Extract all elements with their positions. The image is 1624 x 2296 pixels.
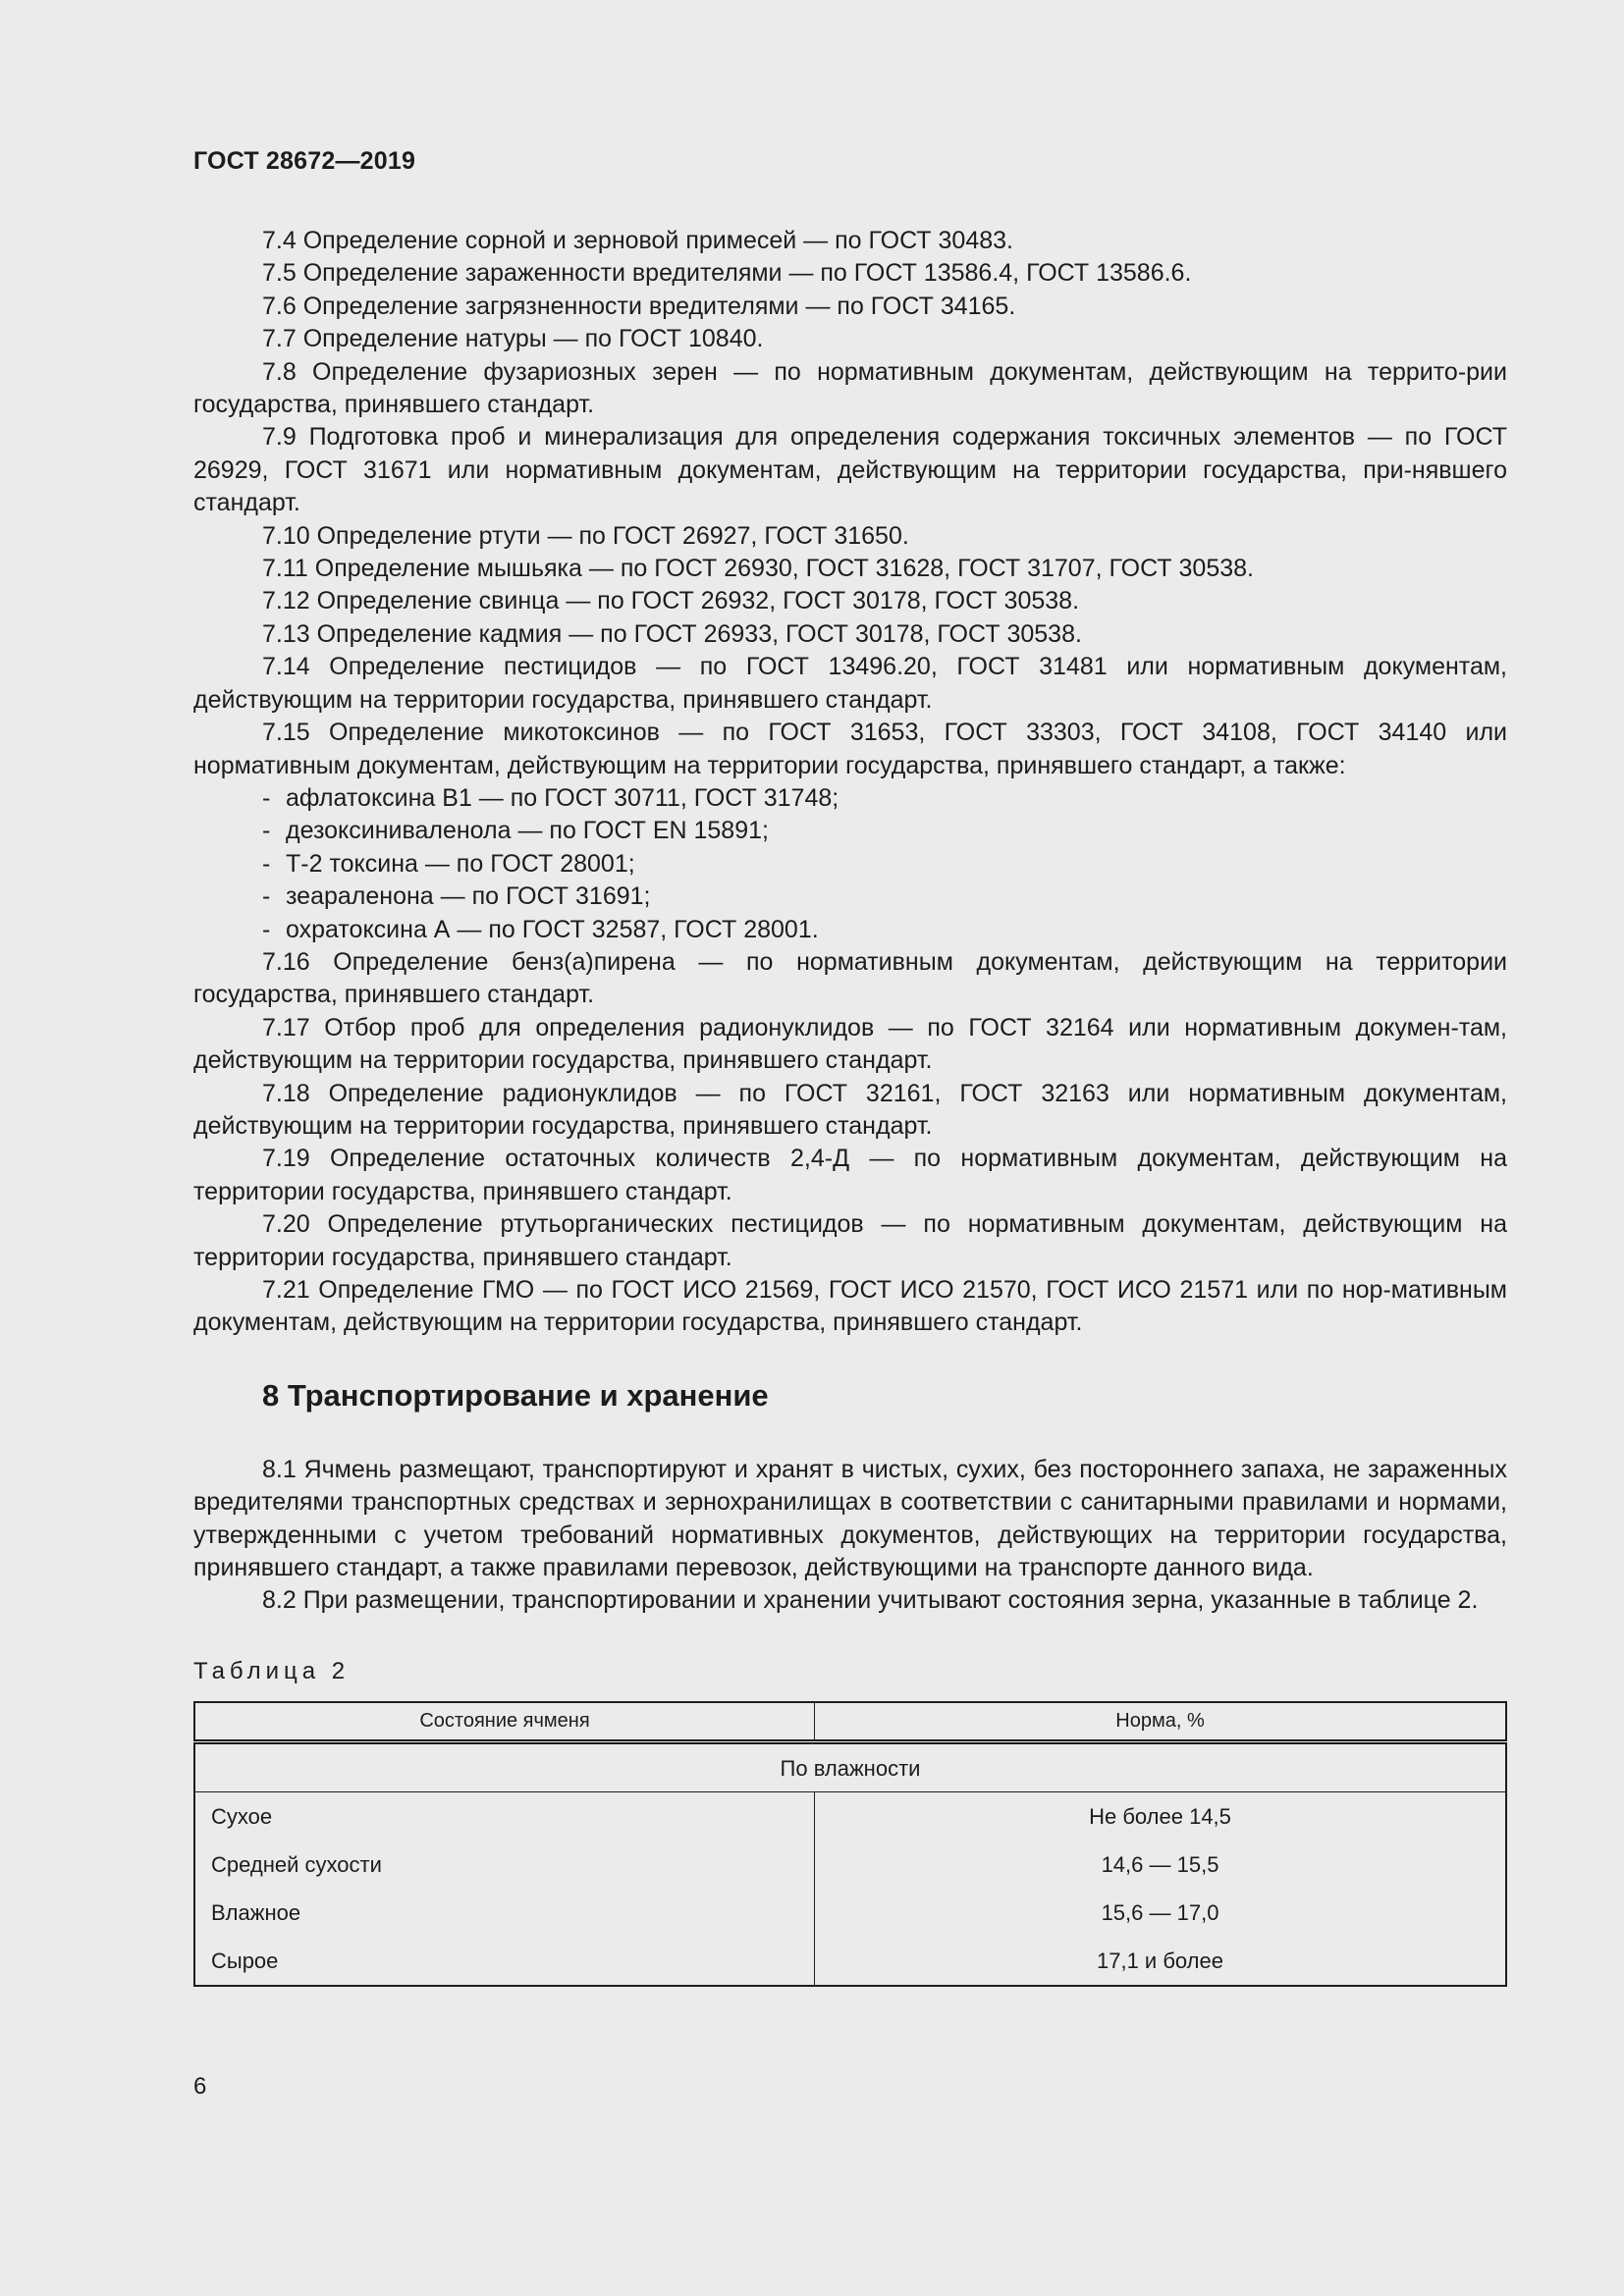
list-marker: - bbox=[262, 882, 271, 911]
paragraph-7-15: 7.15 Определение микотоксинов — по ГОСТ 31653, ГОСТ 33303, ГОСТ 34108, ГОСТ 34140 или нормативным документам, действующим на территории государства, принявшего стандарт, а также: bbox=[193, 719, 1507, 779]
table-row bbox=[194, 1792, 1506, 1842]
list-item bbox=[193, 815, 1507, 847]
paragraph-7-17: 7.17 Отбор проб для определения радионуклидов — по ГОСТ 32164 или нормативным докумен-там, действующим на территории государства, принявшего стандарт. bbox=[193, 1013, 1507, 1075]
document-body bbox=[193, 225, 1507, 1987]
list-item-text: афлатоксина В1 — по ГОСТ 30711, ГОСТ 31748; bbox=[286, 783, 839, 812]
cell-state: Сухое bbox=[194, 1792, 815, 1842]
paragraph-7-11: 7.11 Определение мышьяка — по ГОСТ 26930, ГОСТ 31628, ГОСТ 31707, ГОСТ 30538. bbox=[262, 555, 1254, 583]
cell-norm: 17,1 и более bbox=[815, 1937, 1507, 1986]
paragraph-7-18: 7.18 Определение радионуклидов — по ГОСТ 32161, ГОСТ 32163 или нормативным документам, действующим на территории государства, принявшего стандарт. bbox=[193, 1079, 1507, 1140]
list-marker: - bbox=[262, 817, 271, 845]
table-group-row bbox=[194, 1742, 1506, 1792]
paragraph-7-7: 7.7 Определение натуры — по ГОСТ 10840. bbox=[262, 325, 764, 353]
table-row bbox=[194, 1889, 1506, 1937]
list-item-text: охратоксина А — по ГОСТ 32587, ГОСТ 28001. bbox=[286, 915, 819, 943]
list-item-text: зеараленона — по ГОСТ 31691; bbox=[286, 882, 651, 911]
paragraph-7-6: 7.6 Определение загрязненности вредителями — по ГОСТ 34165. bbox=[262, 292, 1016, 320]
paragraph-7-10: 7.10 Определение ртути — по ГОСТ 26927, ГОСТ 31650. bbox=[262, 521, 909, 550]
list-marker: - bbox=[262, 783, 271, 812]
cell-state: Сырое bbox=[194, 1937, 815, 1986]
document-header: ГОСТ 28672—2019 bbox=[193, 147, 416, 175]
column-header-state: Состояние ячменя bbox=[194, 1702, 815, 1742]
paragraph-7-12: 7.12 Определение свинца — по ГОСТ 26932, ГОСТ 30178, ГОСТ 30538. bbox=[262, 587, 1080, 615]
list-item bbox=[193, 914, 1507, 946]
cell-norm: 14,6 — 15,5 bbox=[815, 1841, 1507, 1889]
table-header-row bbox=[194, 1702, 1506, 1742]
table-row bbox=[194, 1937, 1506, 1986]
paragraph-7-16: 7.16 Определение бенз(а)пирена — по нормативным документам, действующим на территории государства, принявшего стандарт. bbox=[193, 947, 1507, 1009]
paragraph-7-8: 7.8 Определение фузариозных зерен — по нормативным документам, действующим на террито-рии государства, принявшего стандарт. bbox=[193, 357, 1507, 419]
list-item bbox=[193, 881, 1507, 913]
cell-norm: 15,6 — 17,0 bbox=[815, 1889, 1507, 1937]
table-caption: Таблица 2 bbox=[193, 1657, 351, 1684]
page-number: 6 bbox=[193, 2073, 207, 2100]
mycotoxin-list bbox=[193, 782, 1507, 946]
cell-norm: Не более 14,5 bbox=[815, 1792, 1507, 1842]
paragraph-7-21: 7.21 Определение ГМО — по ГОСТ ИСО 21569, ГОСТ ИСО 21570, ГОСТ ИСО 21571 или по нор-мативным документам, действующим на территории государства, принявшего стандарт. bbox=[193, 1276, 1507, 1337]
list-item bbox=[193, 782, 1507, 815]
paragraph-8-2: 8.2 При размещении, транспортировании и хранении учитывают состояния зерна, указанные в таблице 2. bbox=[262, 1586, 1479, 1615]
table-row bbox=[194, 1841, 1506, 1889]
group-label-moisture: По влажности bbox=[194, 1742, 1506, 1792]
paragraph-7-19: 7.19 Определение остаточных количеств 2,4-Д — по нормативным документам, действующим на территории государства, принявшего стандарт. bbox=[193, 1145, 1507, 1205]
paragraph-7-4: 7.4 Определение сорной и зерновой примесей — по ГОСТ 30483. bbox=[262, 227, 1013, 254]
paragraph-8-1: 8.1 Ячмень размещают, транспортируют и хранят в чистых, сухих, без постороннего запаха, не зараженных вредителями транспортных средствах и зернохранилищах в соответствии с санитарными правилами и нормами, утвержденными с учетом требований нормативных документов, действующих на территории государства, принявшего стандарт, а также правилами перевозок, действующими на транспорте данного вида. bbox=[193, 1455, 1507, 1582]
list-item-text: дезоксиниваленола — по ГОСТ EN 15891; bbox=[286, 817, 769, 845]
list-item-text: Т-2 токсина — по ГОСТ 28001; bbox=[286, 849, 635, 878]
cell-state: Влажное bbox=[194, 1889, 815, 1937]
paragraph-7-20: 7.20 Определение ртутьорганических пестицидов — по нормативным документам, действующим на территории государства, принявшего стандарт. bbox=[193, 1210, 1507, 1271]
paragraph-7-5: 7.5 Определение зараженности вредителями — по ГОСТ 13586.4, ГОСТ 13586.6. bbox=[262, 259, 1192, 288]
list-marker: - bbox=[262, 915, 271, 943]
table-2 bbox=[193, 1701, 1507, 1987]
paragraph-7-14: 7.14 Определение пестицидов — по ГОСТ 13496.20, ГОСТ 31481 или нормативным документам, действующим на территории государства, принявшего стандарт. bbox=[193, 653, 1507, 714]
list-item bbox=[193, 848, 1507, 881]
paragraph-7-13: 7.13 Определение кадмия — по ГОСТ 26933, ГОСТ 30178, ГОСТ 30538. bbox=[262, 619, 1082, 648]
paragraph-7-9: 7.9 Подготовка проб и минерализация для определения содержания токсичных элементов — по ГОСТ 26929, ГОСТ 31671 или нормативным документам, действующим на территории государства, при-нявшего стандарт. bbox=[193, 423, 1507, 517]
section-8-title: 8 Транспортирование и хранение bbox=[262, 1377, 769, 1413]
list-marker: - bbox=[262, 849, 271, 878]
cell-state: Средней сухости bbox=[194, 1841, 815, 1889]
column-header-norm: Норма, % bbox=[815, 1702, 1507, 1742]
